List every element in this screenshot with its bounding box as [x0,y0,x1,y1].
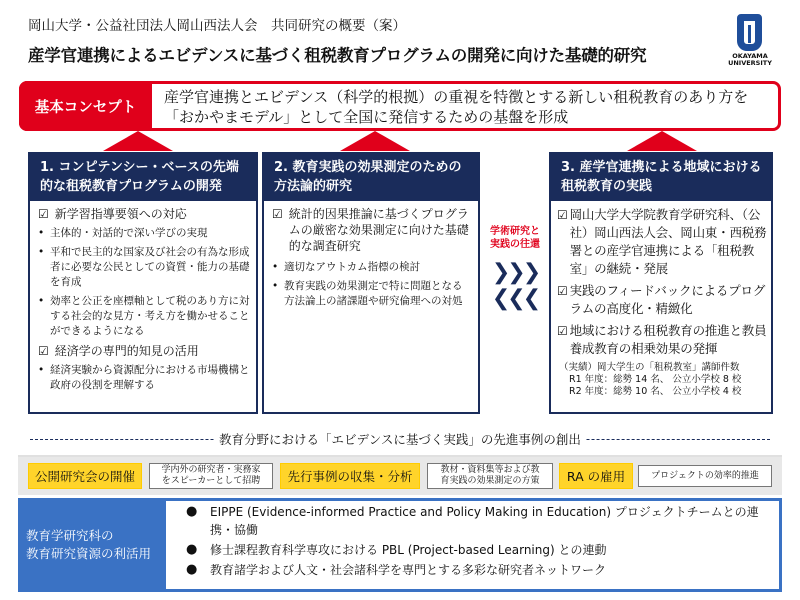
bullet-icon: • [38,295,45,307]
resources-list [186,503,771,581]
list-item-text: 修士課程教育科学専攻における PBL (Project-based Learning) との連動 [210,543,607,557]
bullet-icon: • [272,261,279,273]
divider-caption [0,430,800,448]
checkbox-icon: ☑ [557,208,568,222]
bullet-item-text: 主体的・対話的で深い学びの実現 [50,227,208,239]
panel-regional-practice [549,152,773,414]
bullet-item [38,226,250,241]
check-item-text: 実践のフィードバックによるプログラムの高度化・精緻化 [569,283,766,316]
note-efficient-promotion: プロジェクトの効率的推進 [638,465,772,487]
concept-line-1: 産学官連携とエビデンス（科学的根拠）の重視を特徴とする新しい租税教育のあり方を [164,88,749,106]
pill-ra-hiring: RA の雇用 [559,463,633,489]
check-item [38,343,250,359]
list-item [186,541,771,559]
up-arrow-icon [340,131,410,151]
results-note [559,362,767,398]
concept-text [164,87,748,127]
panel-title: 3. 産学官連携による地域における租税教育の実践 [551,154,771,201]
bullet-item-text: 効率と公正を座標軸として税のあり方に対する社会的な見方・考え方を働かせることができるようになる [50,295,250,337]
note-materials [427,463,553,489]
panel-competency [28,152,258,414]
bullet-icon: ● [186,504,198,519]
cycle-label-line-1: 学術研究と [490,226,540,237]
bullet-icon: • [38,246,45,258]
check-item-text: 経済学の専門的知見の活用 [54,344,199,358]
bullet-item [38,245,250,290]
logo-text: OKAYAMA UNIVERSITY [728,52,772,67]
check-item-text: 新学習指導要領への対応 [54,207,187,221]
activities-band [18,455,782,495]
check-item-text: 岡山大学大学院教育学研究科、（公社）岡山西法人会、岡山東・西税務署との産学官連携による「租税教室」の継続・発展 [569,207,767,276]
note-line: をスピーカーとして招聘 [161,476,261,486]
resources-label [18,498,166,592]
note-line: （実績）岡大学生の「租税教室」講師件数 [559,362,740,373]
bullet-item-text: 経済実験から資源配分における市場機構と政府の役割を理解する [50,364,250,391]
concept-box [19,81,781,131]
panel-title: 2. 教育実践の効果測定のための方法論的研究 [264,154,478,201]
check-item [557,206,767,278]
check-item [557,282,767,318]
up-arrow-icon [103,131,173,151]
checkbox-icon: ☑ [557,324,568,338]
check-item [557,322,767,358]
note-line: 学内外の研究者・実務家 [161,465,261,475]
bullet-icon: • [38,227,45,239]
pill-open-seminar: 公開研究会の開催 [28,463,142,489]
note-invite-speakers [149,463,273,489]
bullet-item [272,279,472,309]
note-line: 育実践の効果測定の方策 [440,476,540,486]
checkbox-icon: ☑ [38,207,49,221]
page-title: 産学官連携によるエビデンスに基づく租税教育プログラムの開発に向けた基礎的研究 [28,46,647,65]
list-item [186,561,771,579]
panel-title: 1. コンピテンシー・ベースの先端的な租税教育プログラムの開発 [30,154,256,201]
checkbox-icon: ☑ [272,207,283,221]
resources-box [18,498,782,592]
checkbox-icon: ☑ [38,344,49,358]
panel-methodology [262,152,480,414]
left-chevrons-icon: ❮❮❮ [491,286,539,311]
bullet-item-text: 教育実践の効果測定で特に問題となる方法論上の諸課題や研究倫理への対処 [284,280,463,307]
bullet-item-text: 適切なアウトカム指標の検討 [284,261,421,273]
bullet-item [38,363,250,393]
bullet-icon: • [38,364,45,376]
university-logo [727,12,773,76]
concept-label: 基本コンセプト [19,81,152,131]
check-item [38,206,250,222]
check-item [272,206,472,254]
resources-label-line: 教育学研究科の [26,528,114,543]
bullet-icon: ● [186,562,198,577]
pill-case-analysis: 先行事例の収集・分析 [280,463,420,489]
note-line: R1 年度：総勢 14 名、 公立小学校 8 校 [569,374,742,385]
note-line: 教材・資料集等および教 [440,465,540,475]
list-item-text: EIPPE (Evidence-informed Practice and Policy Making in Education) プロジェクトチームとの連携・協働 [210,505,759,537]
divider-caption-text: 教育分野における「エビデンスに基づく実践」の先進事例の創出 [215,432,585,447]
check-item-text: 地域における租税教育の推進と教員養成教育の相乗効果の発揮 [569,323,767,356]
bullet-item-text: 平和で民主的な国家及び社会の有為な形成者に必要な公民としての資質・能力の基礎を育成 [50,246,250,288]
resources-label-line: 教育研究資源の利活用 [26,546,152,561]
list-item [186,503,771,539]
list-item-text: 教育諸学および人文・社会諸科学を専門とする多彩な研究者ネットワーク [210,563,607,577]
header-subtitle: 岡山大学・公益社団法人岡山西法人会 共同研究の概要（案） [28,18,406,34]
bullet-icon: • [272,280,279,292]
bullet-item [38,294,250,339]
check-item-text: 統計的因果推論に基づくプログラムの厳密な効果測定に向けた基礎的な調査研究 [288,207,469,253]
up-arrow-icon [627,131,697,151]
cycle-label-line-2: 実践の往還 [490,239,540,250]
checkbox-icon: ☑ [557,284,568,298]
research-practice-cycle [482,225,548,309]
right-chevrons-icon: ❯❯❯ [491,260,539,285]
concept-line-2: 「おかやまモデル」として全国に発信するための基盤を形成 [164,108,569,126]
bullet-item [272,260,472,275]
logo-mark-icon [737,14,762,51]
bullet-icon: ● [186,542,198,557]
note-line: R2 年度：総勢 10 名、 公立小学校 4 校 [569,386,742,397]
